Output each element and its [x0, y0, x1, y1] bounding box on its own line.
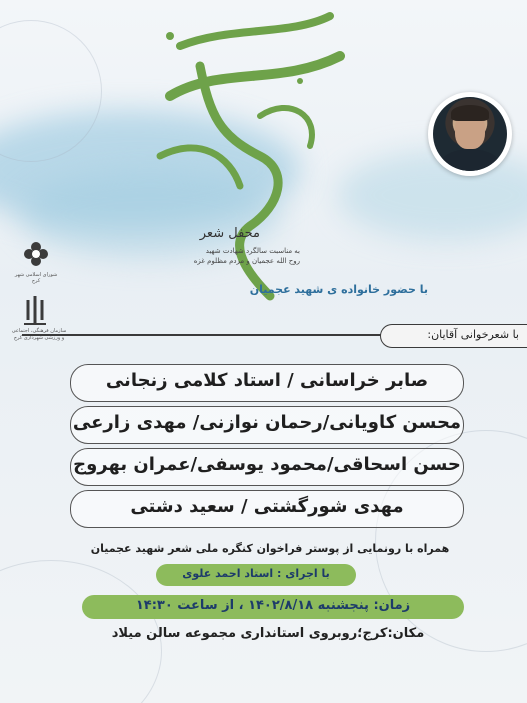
cultural-organization-caption: سازمان فرهنگی، اجتماعی و ورزشی شهرداری کرج [11, 328, 67, 341]
reader-names: صابر خراسانی / استاد کلامی زنجانی [105, 370, 429, 391]
reader-names: مهدی شورگشتی / سعید دشتی [130, 496, 404, 517]
event-subtitle-line: به مناسبت سالگرد شهادت شهید [205, 247, 300, 255]
reader-names: محسن کاویانی/رحمان نوازنی/ مهدی زارعی [72, 412, 462, 433]
time-badge [82, 595, 464, 619]
event-subtitle-line: روح الله عجمیان و مردم مظلوم غزه [193, 257, 300, 265]
readers-label-pill [380, 324, 527, 348]
venue-text: مکان:کرج؛روبروی استانداری مجموعه سالن میلاد [111, 626, 425, 641]
time-text: زمان: پنجشنبه ۱۴۰۲/۸/۱۸ ، از ساعت ۱۴:۳۰ [135, 598, 411, 613]
host-badge [156, 564, 356, 586]
poster-unveiling-text: همراه با رونمایی از پوستر فراخوان کنگره ملی شعر شهید عجمیان [90, 542, 450, 555]
martyr-portrait [428, 92, 512, 176]
readers-label: با شعرخوانی آقایان: [427, 328, 519, 341]
family-presence-text: با حضور خانواده ی شهید عجمیان [249, 283, 428, 296]
reader-row [70, 448, 464, 486]
divider [22, 334, 382, 336]
event-title: محفل شعر [199, 226, 260, 241]
reader-row [70, 490, 464, 528]
readers-header [0, 324, 527, 346]
reader-row [70, 364, 464, 402]
city-council-logo-icon [22, 240, 50, 268]
cultural-organization-logo-icon [20, 294, 50, 326]
reader-row [70, 406, 464, 444]
event-subtitle [150, 246, 300, 266]
host-text: با اجرای : استاد احمد علوی [182, 567, 330, 580]
reader-names: حسن اسحاقی/محمود یوسفی/عمران بهروج [73, 454, 461, 475]
city-council-caption: شورای اسلامی شهر کرج [14, 272, 58, 284]
